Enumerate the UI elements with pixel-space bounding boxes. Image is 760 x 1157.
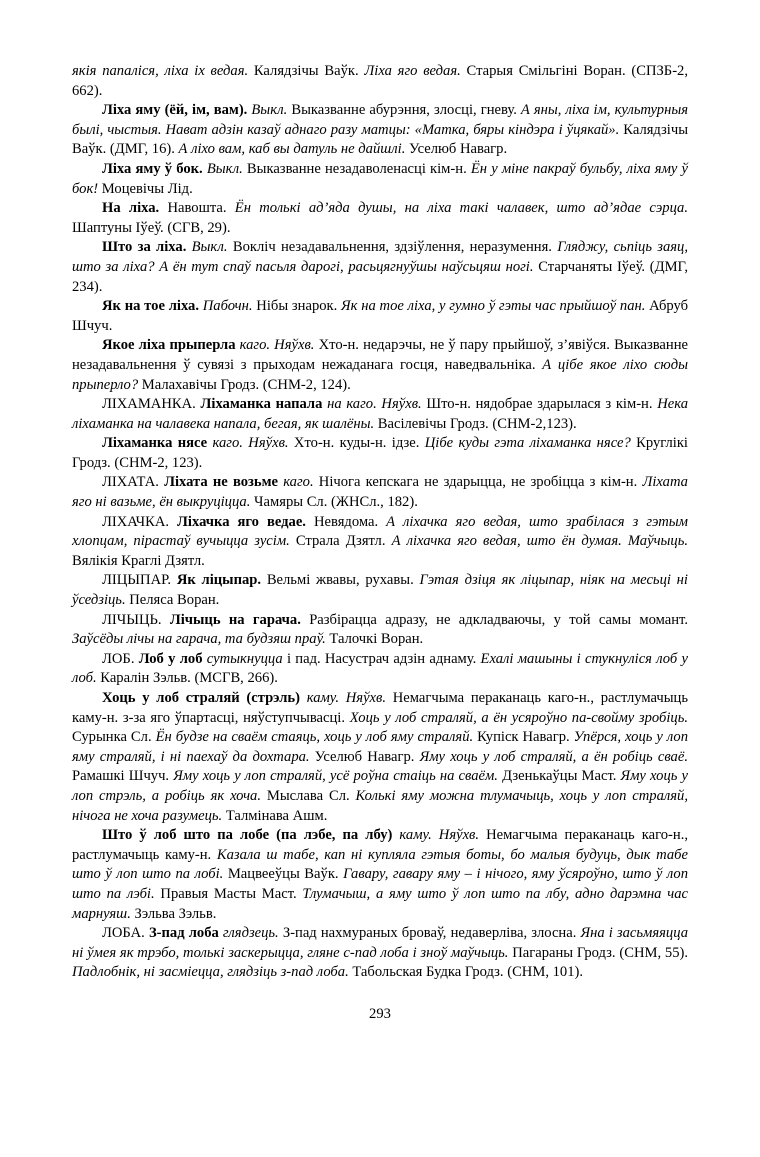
dictionary-entry: [72, 160, 688, 199]
entry-run: Мацвееўцы Ваўк.: [223, 866, 344, 883]
entry-run: Ехалі машыны і стукнуліся лоб у лоб.: [72, 650, 688, 687]
entry-run: Як ліцыпар.: [176, 572, 262, 589]
entry-run: Невядома.: [305, 513, 387, 530]
entry-run: Заўсёды лічы на гарача, та будзяш праў.: [72, 631, 326, 648]
entry-run: каму. Няўхв.: [392, 827, 480, 844]
dictionary-entry: [72, 238, 688, 297]
entry-run: Ліхата не возьме: [164, 474, 279, 491]
entry-run: Яму хоць у лоп страляй, усё роўна стаіць на сваём.: [173, 768, 498, 785]
entry-run: Гляджу, сьпіць заяц, што за ліха? А ён тут спаў пасьля дарогі, расьцягнуўшы наўсьцяш ногі.: [72, 239, 688, 275]
dictionary-entry: [72, 395, 688, 434]
entry-run: Лоб у лоб: [138, 650, 203, 667]
entry-run: А ліхо вам, каб вы датуль не дайшлі.: [178, 141, 406, 158]
entry-run: Нічога кепскага не здарыцца, не зробіцца з кім-н.: [313, 474, 643, 491]
text-column: [72, 62, 688, 983]
entry-run: А цібе якое ліхо сюды прыперло?: [72, 356, 688, 393]
entry-run: Гэтая дзіця як ліцыпар, ніяк на месьці ні ўседзіць.: [72, 572, 688, 609]
entry-run: Пабочн.: [199, 298, 253, 315]
entry-run: Хто-н. куды-н. ідзе.: [288, 435, 425, 452]
entry-run: З-пад нахмураных броваў, недаверліва, злосна.: [278, 925, 581, 942]
entry-run: каго.: [278, 474, 314, 491]
entry-run: Выказванне незадаволенасці кім-н.: [242, 160, 471, 177]
entry-run: Хоць у лоб страляй (стрэль): [102, 690, 300, 706]
entry-run: якія папаліся, ліха іх ведая.: [72, 63, 249, 79]
entry-run: Ліха яго ведая.: [364, 63, 461, 79]
entry-run: Хоць у лоб страляй, а ён усяроўно па-свойму зробіць.: [349, 709, 688, 726]
entry-run: сутыкнуцца: [202, 650, 283, 667]
entry-run: каго. Няўхв.: [207, 435, 289, 452]
entry-run: ЛІХАТА.: [102, 474, 165, 491]
dictionary-entry: [72, 689, 688, 826]
entry-run: каму. Няўхв.: [300, 690, 387, 706]
entry-run: Упёрся, хоць у лоп яму страляй, і ні паехаў да дохтара.: [72, 729, 688, 765]
entry-run: ЛІЧЫЦЬ.: [102, 611, 170, 628]
entry-run: Правыя Масты Маст.: [154, 885, 303, 902]
entry-run: Пеляса Воран.: [125, 592, 220, 609]
entry-run: Што ў лоб што па лобе (па лэбе, па лбу): [102, 827, 393, 844]
entry-run: А ліхачка яго ведая, што зрабілася з гэтым хлопцам, пірастаў вучыцца зусім.: [72, 513, 688, 550]
entry-run: Круглікі Гродз. (СНМ-2, 123).: [72, 435, 688, 471]
entry-run: Нібы знарок.: [252, 298, 342, 315]
entry-run: Мыслава Сл.: [261, 787, 356, 804]
entry-run: Табольская Будка Гродз. (СНМ, 101).: [348, 964, 584, 981]
entry-run: Вельмі жвавы, рухавы.: [261, 572, 420, 589]
dictionary-entry: [72, 513, 688, 572]
entry-run: Падлобнік, ні засміецца, глядзіць з-пад лоба.: [72, 964, 349, 981]
entry-run: Калядзічы Ваўк. (ДМГ, 16).: [72, 121, 689, 158]
entry-run: Яна і засьмяяцца ні ўмея як трэбо, толькі заскерыцца, гляне с-пад лоба і зноў маўчыць.: [72, 925, 688, 961]
entry-run: Старыя Смільгіні Воран. (СПЗБ-2, 662).: [72, 63, 688, 99]
entry-run: Нека ліхаманка на чалавека напала, бегая, як шалёны.: [72, 396, 688, 432]
entry-run: Вокліч незадавальнення, здзіўлення, неразумення.: [227, 239, 558, 256]
entry-run: Рамашкі Шчуч.: [72, 768, 174, 785]
entry-run: Яму хоць у лоп стрэль, а робіць як хоча.: [72, 768, 688, 804]
entry-run: Якое ліха прыперла: [102, 337, 236, 354]
entry-run: Хто-н. недарэчы, не ў пару прыйшоў, з’явіўся. Выказванне незадавальнення ў сувязі з прыходам нежаданага госця, наведвальніка.: [72, 337, 688, 373]
entry-run: А ліхачка яго ведая, што ён думая. Маўчыць.: [391, 533, 689, 550]
entry-run: З-пад лоба: [148, 925, 219, 942]
dictionary-entry: [72, 297, 688, 336]
entry-run: На ліха.: [102, 200, 160, 217]
entry-run: А яны, ліха ім, культурныя былі, чыстыя. Нават адзін казаў аднаго разу матцы: «Матка, бяры кіндэра і ўцякай».: [72, 102, 688, 138]
entry-run: Выкл.: [202, 160, 243, 177]
dictionary-entry: [72, 199, 688, 238]
entry-run: Уселюб Навагр.: [309, 748, 420, 765]
entry-run: Ліха яму (ёй, ім, вам).: [102, 102, 248, 119]
entry-run: Колькі яму можна тлумачыць, хоць у лоп страляй, нічога не хоча разумець.: [72, 787, 688, 824]
entry-run: Калядзічы Ваўк.: [248, 63, 365, 79]
dictionary-entry: [72, 826, 688, 924]
entry-run: Цібе куды гэта ліхаманка нясе?: [424, 435, 631, 452]
entry-run: і пад. Насустрач адзін аднаму.: [282, 650, 481, 667]
entry-run: Вялікія Краглі Дзятл.: [72, 552, 205, 569]
dictionary-entry: [72, 650, 688, 689]
entry-run: Ліха яму ў бок.: [102, 160, 203, 177]
dictionary-entry: [72, 571, 688, 610]
entry-run: Навошта.: [159, 200, 235, 217]
entry-run: Талочкі Воран.: [325, 631, 424, 648]
entry-run: ЛІЦЫПАР.: [102, 572, 177, 589]
entry-run: Ліхачка яго ведае.: [177, 513, 306, 530]
entry-run: Ліхаманка напала: [200, 396, 323, 413]
entry-run: ЛІХАЧКА.: [102, 513, 178, 530]
entry-run: Старчаняты Іўеў. (ДМГ, 234).: [72, 258, 688, 295]
dictionary-entry: [72, 611, 688, 650]
entry-run: Пагараны Гродз. (СНМ, 55).: [508, 944, 688, 961]
entry-run: Ліхата яго ні вазьме, ён выкруціцца.: [72, 474, 688, 511]
page-number: 293: [369, 1006, 391, 1022]
entry-run: глядзець.: [218, 925, 279, 942]
entry-run: Васілевічы Гродз. (СНМ-2,123).: [374, 415, 577, 432]
entry-run: Што за ліха.: [102, 239, 187, 256]
entry-run: Чамяры Сл. (ЖНСл., 182).: [250, 494, 418, 511]
entry-run: Выкл.: [186, 239, 228, 256]
entry-run: Разбірацца адразу, не адкладваючы, у той самы момант.: [300, 611, 688, 628]
entry-run: Ён толькі ад’яда душы, на ліха такі чалавек, што ад’ядае сэрца.: [234, 200, 689, 217]
entry-run: Казала ш табе, кап ні купляла гэтыя боты, бо малыя будуць, дык табе што ў лоп што па лобі.: [72, 846, 688, 883]
dictionary-entry: [72, 434, 688, 473]
entry-run: Выкл.: [247, 102, 288, 119]
entry-run: Малахавічы Гродз. (СНМ-2, 124).: [138, 376, 351, 393]
entry-run: Як на тое ліха.: [102, 298, 199, 315]
dictionary-entry: [72, 924, 688, 983]
entry-run: Лічыць на гарача.: [169, 611, 301, 628]
entry-run: Сурынка Сл.: [72, 729, 156, 746]
entry-run: Зэльва Зэльв.: [130, 905, 217, 922]
entry-run: ЛІХАМАНКА.: [102, 396, 201, 413]
dictionary-entry: [72, 101, 688, 160]
entry-run: Што-н. нядобрае здарылася з кім-н.: [421, 396, 658, 413]
entry-run: Купіск Навагр.: [473, 729, 574, 746]
entry-run: Немагчыма пераканаць каго-н., растлумачыць каму-н. з-за яго ўпартасці, няўступчывасці.: [72, 690, 689, 726]
entry-run: Тлумачыш, а яму што ў лоп што па лбу, адно дарэмна час марнуяш.: [72, 885, 688, 922]
dictionary-entry: [72, 336, 688, 395]
entry-run: Уселюб Навагр.: [405, 141, 508, 158]
dictionary-entry: [72, 473, 688, 512]
entry-run: Страла Дзятл.: [289, 533, 392, 550]
entry-run: на каго. Няўхв.: [322, 396, 422, 413]
entry-run: Гавару, гавару яму – і нічого, яму ўсяроўно, што ў лоп што па лэбі.: [72, 866, 688, 902]
entry-run: Ён у міне пакраў бульбу, ліха яму ў бок!: [72, 160, 688, 197]
entry-run: Абруб Шчуч.: [72, 298, 688, 334]
entry-run: Дзенькаўцы Маст.: [497, 768, 621, 785]
entry-run: Немагчыма пераканаць каго-н., растлумачыць каму-н.: [72, 827, 688, 863]
entry-run: Выказванне абурэння, злосці, гневу.: [287, 102, 521, 119]
entry-run: Шаптуны Іўеў. (СГВ, 29).: [72, 219, 231, 236]
entry-run: Ліхаманка нясе: [102, 435, 208, 452]
entry-run: Талмінава Ашм.: [222, 807, 328, 824]
entry-run: Моцевічы Лід.: [98, 180, 193, 197]
entry-run: ЛОБ.: [102, 650, 139, 667]
dictionary-entry: [72, 62, 688, 101]
entry-run: каго. Няўхв.: [235, 337, 315, 354]
entry-run: Як на тое ліха, у гумно ў гэты час прыйшоў пан.: [341, 298, 646, 315]
entry-run: Яму хоць у лоб страляй, а ён робіць сваё.: [419, 748, 688, 765]
entry-run: Ён будзе на сваём стаяць, хоць у лоб яму страляй.: [155, 729, 474, 746]
entry-run: Каралін Зэльв. (МСГВ, 266).: [96, 670, 278, 687]
entry-run: ЛОБА.: [102, 925, 149, 942]
